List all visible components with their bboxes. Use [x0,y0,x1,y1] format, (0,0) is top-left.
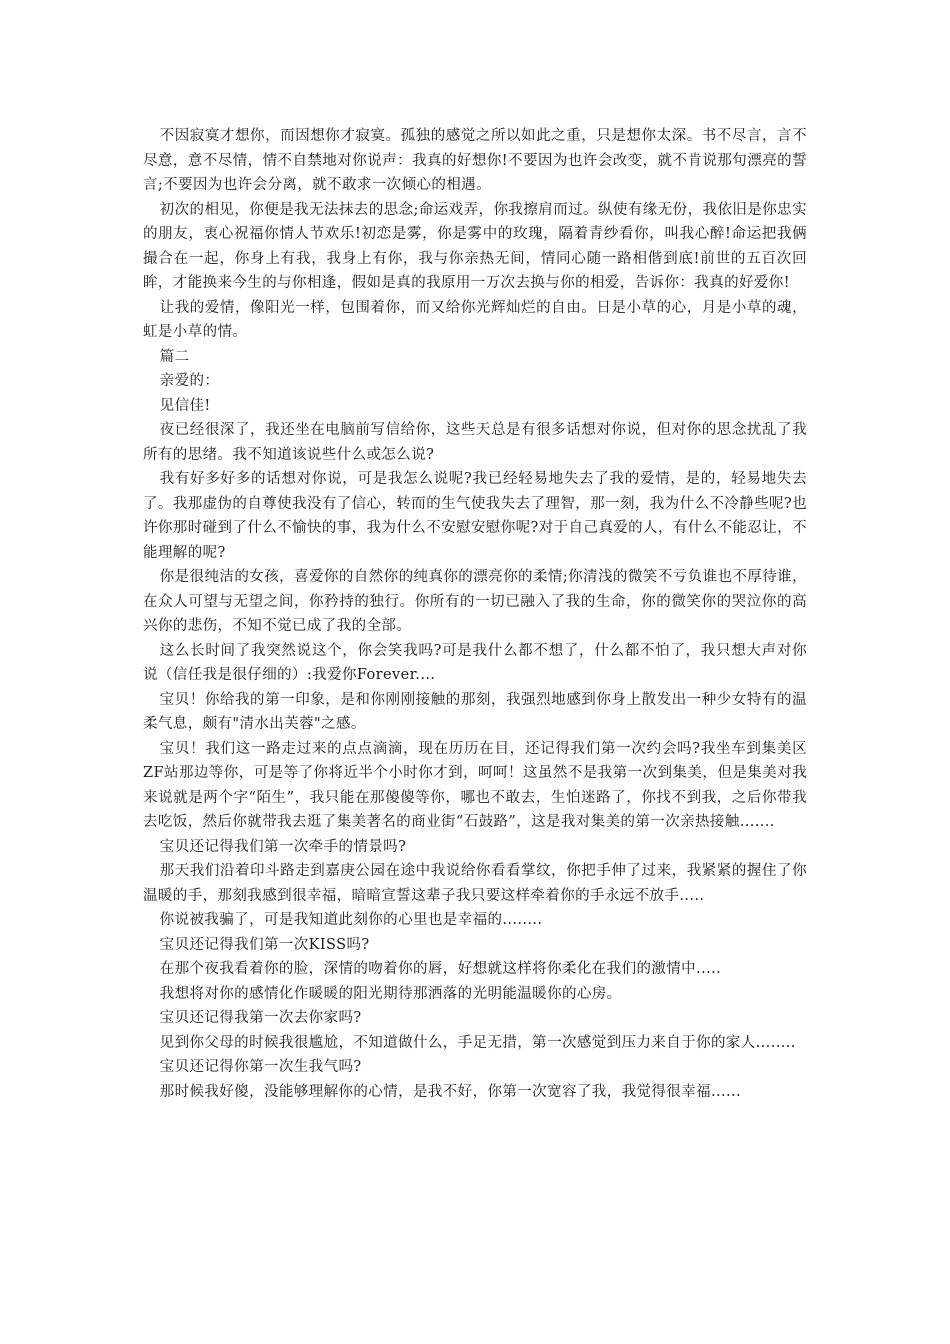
greeting: 见信佳! [159,397,211,414]
paragraph: 宝贝还记得我们第一次牵手的情景吗? [159,838,407,855]
paragraph: 我想将对你的感情化作暖暖的阳光期待那洒落的光明能温暖你的心房。 [159,985,622,1002]
paragraph: 不因寂寞才想你，而因想你才寂寞。孤独的感觉之所以如此之重，只是想你太深。书不尽言，言不尽意，意不尽情，情不自禁地对你说声：我真的好想你!不要因为也许会改变，就不肯说那句漂亮的誓言;不要因为也许会分离，就不敢求一次倾心的相遇。 [143,128,807,193]
salutation: 亲爱的： [159,373,220,389]
document-body [143,124,807,1104]
paragraph: 夜已经很深了，我还坐在电脑前写信给你，这些天总是有很多话想对你说，但对你的思念扰乱了我所有的思绪。我不知道该说些什么或怎么说? [143,422,807,463]
paragraph: 宝贝还记得你第一次生我气吗? [159,1059,362,1075]
paragraph: 在那个夜我看着你的脸，深情的吻着你的唇，好想就这样将你柔化在我们的激情中..... [159,961,722,977]
paragraph: 宝贝还记得我第一次去你家吗? [159,1010,362,1026]
paragraph: 宝贝！你给我的第一印象，是和你刚刚接触的那刻，我强烈地感到你身上散发出一种少女特有的温柔气息，颇有"清水出芙蓉"之感。 [143,691,807,732]
paragraph: 见到你父母的时候我很尴尬，不知道做什么，手足无措，第一次感觉到压力来自于你的家人........ [159,1034,796,1051]
paragraph: 让我的爱情，像阳光一样，包围着你，而又给你光辉灿烂的自由。日是小草的心，月是小草的魂，虹是小草的情。 [143,299,807,340]
paragraph: 你说被我骗了，可是我知道此刻你的心里也是幸福的........ [159,912,543,928]
paragraph: 我有好多好多的话想对你说，可是我怎么说呢?我已经轻易地失去了我的爱情，是的，轻易地失去了。我那虚伪的自尊使我没有了信心，转而的生气使我失去了理智，那一刻，我为什么不冷静些呢?也许你那时碰到了什么不愉快的事，我为什么不安慰安慰你呢?对于自己真爱的人，有什么不能忍让，不能理解的呢? [143,471,807,561]
paragraph: 你是很纯洁的女孩，喜爱你的自然你的纯真你的漂亮你的柔情;你清浅的微笑不亏负谁也不厚待谁，在众人可望与无望之间，你矜持的独行。你所有的一切已融入了我的生命，你的微笑你的哭泣你的高兴你的悲伤，不知不觉已成了我的全部。 [143,569,807,634]
paragraph: 那天我们沿着印斗路走到嘉庚公园在途中我说给你看看掌纹，你把手伸了过来，我紧紧的握住了你温暖的手，那刻我感到很幸福，暗暗宣誓这辈子我只要这样牵着你的手永远不放手..... [143,863,807,904]
paragraph: 宝贝还记得我们第一次KISS吗? [159,936,370,953]
paragraph: 初次的相见，你便是我无法抹去的思念;命运戏弄，你我擦肩而过。纵使有缘无份，我依旧是你忠实的朋友，衷心祝福你情人节欢乐!初恋是雾，你是雾中的玫瑰，隔着青纱看你，叫我心醉!命运把我俩撮合在一起，你身上有我，我身上有你，我与你亲热无间，情同心随一路相偕到底!前世的五百次回眸，才能换来今生的与你相逢，假如是真的我原用一万次去换与你的相爱，告诉你：我真的好爱你! [143,201,807,291]
paragraph: 宝贝！我们这一路走过来的点点滴滴，现在历历在目，还记得我们第一次约会吗?我坐车到集美区ZF站那边等你，可是等了你将近半个小时你才到，呵呵！这虽然不是我第一次到集美，但是集美对我来说就是两个字“陌生”，我只能在那傻傻等你，哪也不敢去，生怕迷路了，你找不到我，之后你带我去吃饭，然后你就带我去逛了集美著名的商业街“石鼓路”，这是我对集美的第一次亲热接触....... [143,740,807,830]
paragraph: 这么长时间了我突然说这个，你会笑我吗?可是我什么都不想了，什么都不怕了，我只想大声对你说（信任我是很仔细的）:我爱你Forever.... [143,642,807,683]
section-heading: 篇二 [159,348,190,365]
paragraph: 那时候我好傻，没能够理解你的心情，是我不好，你第一次宽容了我，我觉得很幸福...... [159,1083,742,1100]
